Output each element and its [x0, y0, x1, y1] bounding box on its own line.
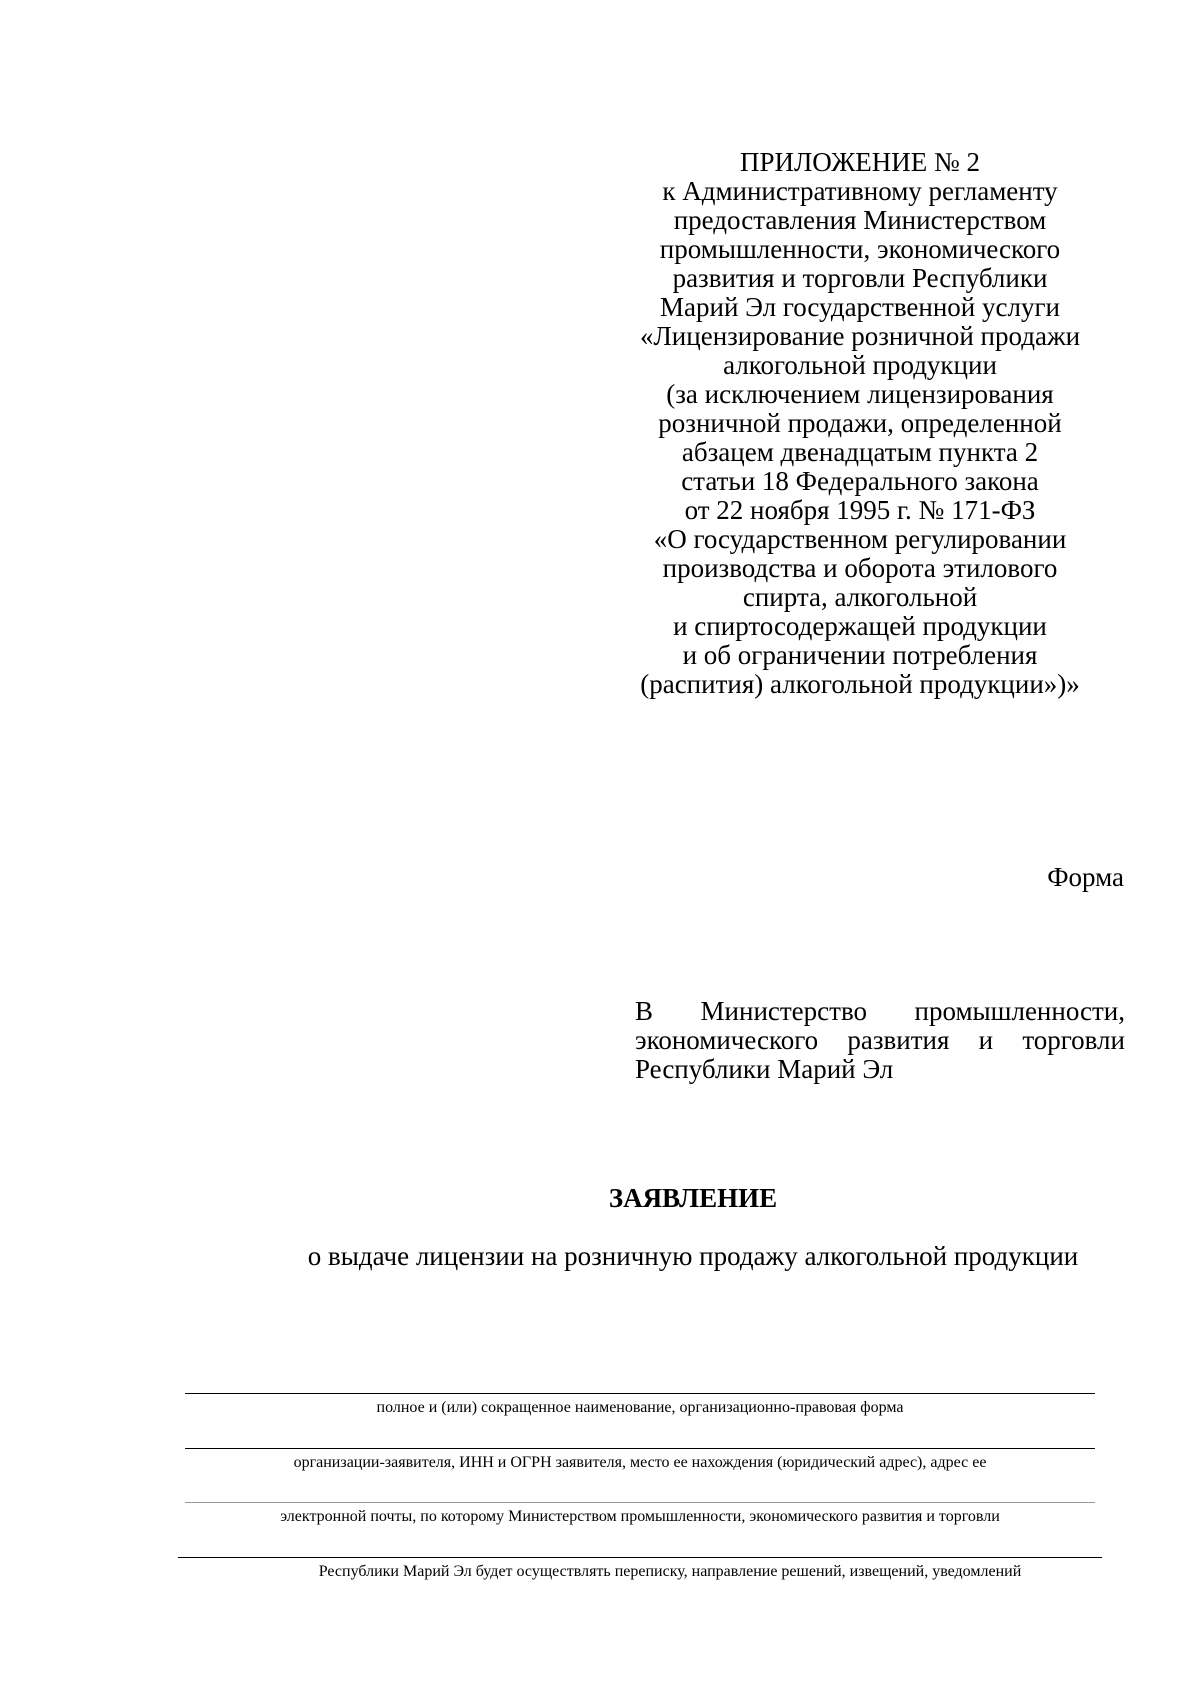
appendix-line: производства и оборота этилового — [662, 553, 1058, 583]
appendix-line: «Лицензирование розничной продажи — [640, 321, 1081, 351]
appendix-line: к Административному регламенту — [662, 176, 1058, 206]
appendix-line: абзацем двенадцатым пункта 2 — [681, 437, 1039, 467]
appendix-line: спирта, алкогольной — [742, 582, 978, 612]
appendix-line: «О государственном регулировании — [653, 524, 1067, 554]
field-caption: полное и (или) сокращенное наименование, организационно-правовая форма — [376, 1399, 904, 1416]
appendix-line: (распития) алкогольной продукции»)» — [640, 669, 1080, 699]
recipient-address: В Министерство промышленности, экономического развития и торговли Республики Марий Эл — [635, 996, 1125, 1084]
applicant-details-field[interactable] — [185, 1448, 1095, 1449]
appendix-line: алкогольной продукции — [723, 350, 997, 380]
field-caption: электронной почты, по которому Министерством промышленности, экономического развития и торговли — [280, 1508, 1000, 1525]
appendix-line: промышленности, экономического — [659, 234, 1061, 264]
appendix-line: (за исключением лицензирования — [666, 379, 1054, 409]
appendix-line: Марий Эл государственной услуги — [660, 292, 1060, 322]
appendix-line: и спиртосодержащей продукции — [673, 611, 1047, 641]
field-caption: Республики Марий Эл будет осуществлять переписку, направление решений, извещений, уведомлений — [318, 1563, 1022, 1580]
appendix-block — [640, 148, 1080, 699]
correspondence-field[interactable] — [178, 1557, 1102, 1558]
appendix-line: от 22 ноября 1995 г. № 171-ФЗ — [684, 495, 1036, 525]
document-subtitle: о выдаче лицензии на розничную продажу алкогольной продукции — [307, 1241, 1079, 1271]
appendix-line: и об ограничении потребления — [682, 640, 1038, 670]
appendix-line: развития и торговли Республики — [672, 263, 1048, 293]
appendix-line: предоставления Министерством — [673, 205, 1047, 235]
appendix-line: ПРИЛОЖЕНИЕ № 2 — [739, 147, 981, 177]
appendix-line: статьи 18 Федерального закона — [681, 466, 1039, 496]
field-caption: организации-заявителя, ИНН и ОГРН заявителя, место ее нахождения (юридический адрес), адрес ее — [293, 1454, 987, 1471]
applicant-email-field[interactable] — [185, 1502, 1095, 1503]
applicant-name-field[interactable] — [185, 1393, 1095, 1394]
appendix-line: розничной продажи, определенной — [658, 408, 1062, 438]
form-label: Форма — [1047, 862, 1124, 892]
document-title: ЗАЯВЛЕНИЕ — [608, 1183, 778, 1213]
